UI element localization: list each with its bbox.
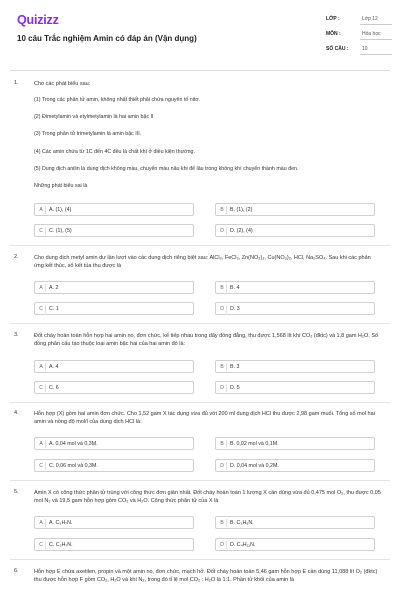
meta-label: MÔN : — [326, 31, 341, 37]
meta-count — [326, 46, 392, 58]
option-letter: D — [218, 541, 227, 549]
option-letter: C — [37, 305, 46, 313]
option-d[interactable] — [215, 381, 375, 394]
option-letter: D — [218, 384, 227, 392]
page-title: 10 câu Trắc nghiệm Amin có đáp án (Vận dụng) — [17, 34, 197, 43]
option-d[interactable] — [215, 224, 375, 237]
option-text: D. C₄H₁₁N. — [230, 542, 256, 548]
meta-value: 10 — [362, 46, 368, 52]
option-b[interactable] — [215, 360, 375, 373]
question-text: Cho các phát biểu sau: — [34, 81, 91, 87]
meta-grade — [326, 16, 392, 28]
header-divider — [10, 70, 390, 71]
option-letter: A — [37, 206, 46, 214]
question-number: 1. — [14, 80, 19, 86]
question-number: 5. — [14, 489, 19, 495]
quizizz-logo[interactable]: Quizizz — [17, 13, 59, 27]
option-letter: A — [37, 519, 46, 527]
option-a[interactable] — [34, 281, 194, 294]
option-letter: C — [37, 227, 46, 235]
option-a[interactable] — [34, 203, 194, 216]
option-b[interactable] — [215, 281, 375, 294]
option-c[interactable] — [34, 224, 194, 237]
meta-underline — [360, 54, 392, 55]
option-letter: A — [37, 284, 46, 292]
option-b[interactable] — [215, 437, 375, 450]
option-text: A. 4 — [49, 364, 59, 370]
option-text: B. 4 — [230, 285, 240, 291]
meta-value: Lớp 12 — [362, 16, 378, 22]
option-d[interactable] — [215, 302, 375, 315]
question-number: 2. — [14, 254, 19, 260]
option-c[interactable] — [34, 538, 194, 551]
question-divider — [10, 402, 390, 403]
question-text: Amin X có công thức phân tử trùng với công thức đơn giản nhất. Đốt cháy hoàn toàn 1 lượng X cần dùng vừa đủ 0,475 mol O₂, thu được 0,05 mol N₂ và 19,5 gam hỗn hợp gồm CO₂ và H₂O. Công thức phân tử của X là — [34, 490, 381, 504]
statement: Những phát biểu sai là — [34, 183, 88, 189]
option-letter: B — [218, 284, 227, 292]
option-letter: B — [218, 519, 227, 527]
option-text: D. 3 — [230, 306, 240, 312]
option-letter: D — [218, 305, 227, 313]
option-text: D. (2), (4) — [230, 228, 253, 234]
statement: (2) Đimetylamin và etylmetylamin là hai amin bậc II — [34, 114, 154, 120]
option-c[interactable] — [34, 381, 194, 394]
statement: (5) Dung dịch anilin là dung dịch không màu, chuyển màu nâu khi để lâu trong không khí chuyển thành màu đen. — [34, 166, 299, 172]
option-a[interactable] — [34, 516, 194, 529]
option-a[interactable] — [34, 360, 194, 373]
question-divider — [10, 245, 390, 246]
option-letter: D — [218, 227, 227, 235]
option-text: B. 3 — [230, 364, 240, 370]
option-a[interactable] — [34, 437, 194, 450]
option-letter: B — [218, 206, 227, 214]
option-d[interactable] — [215, 459, 375, 472]
option-text: D. 0,04 mol và 0,2M. — [230, 463, 279, 469]
option-text: A. (1), (4) — [49, 207, 72, 213]
meta-value: Hóa học — [362, 31, 381, 37]
option-d[interactable] — [215, 538, 375, 551]
question-text: Hỗn hợp (X) gồm hai amin đơn chức. Cho 1,52 gam X tác dụng vừa đủ với 200 ml dung dịch HCl thu được 2,98 gam muối. Tổng số mol hai amin và nồng độ mol/l của dung dịch HCl là: — [34, 411, 375, 425]
option-c[interactable] — [34, 459, 194, 472]
option-text: A. 0,04 mol và 0,3M. — [49, 441, 98, 447]
question-number: 6. — [14, 568, 19, 574]
question-text: Cho dung dịch metyl amin dư lần lượt vào các dung dịch riêng biệt sau: AlCl₃, FeCl₃, Zn(NO₃)₂, Cu(NO₃)₂, HCl, Na₂SO₄. Sau khi các phản ứng kết thúc, số kết tủa thu được là — [34, 255, 371, 269]
option-letter: B — [218, 363, 227, 371]
option-text: C. 6 — [49, 385, 59, 391]
meta-label: LỚP : — [326, 16, 340, 22]
meta-label: SỐ CÂU : — [326, 46, 349, 52]
meta-underline — [360, 24, 392, 25]
option-letter: C — [37, 541, 46, 549]
question-text: Đốt cháy hoàn toàn hỗn hợp hai amin no, đơn chức, kế tiếp nhau trong dãy đồng đẳng, thu được 1,568 lít khí CO₂ (đktc) và 1,8 gam H₂O. Số đồng phân cấu tạo thuộc loại amin bậc hai của hai amin đó là: — [34, 333, 379, 347]
option-b[interactable] — [215, 516, 375, 529]
option-text: B. (1), (2) — [230, 207, 253, 213]
option-letter: C — [37, 384, 46, 392]
option-b[interactable] — [215, 203, 375, 216]
option-letter: A — [37, 363, 46, 371]
option-text: C. 0,06 mol và 0,3M. — [49, 463, 98, 469]
question-divider — [10, 480, 390, 481]
option-letter: C — [37, 462, 46, 470]
option-text: A. 2 — [49, 285, 59, 291]
statement: (4) Các amin chứa từ 1C đến 4C đều là chất khí ở điều kiện thường. — [34, 149, 195, 155]
question-text: Hỗn hợp E chứa axetilen, propin và một amin no, đơn chức, mạch hở. Đốt cháy hoàn toàn 5,46 gam hỗn hợp E cần dùng 11,088 lít O₂ (đktc) thu được hỗn hợp F gồm CO₂, H₂O và khí N₂, trong đó tỉ lệ mol CO₂ : H₂O là 1:1. Phần tử khối của amin là — [34, 569, 378, 583]
meta-underline — [360, 39, 392, 40]
question-number: 4. — [14, 410, 19, 416]
statement: (3) Trong phân tử trimetylamin là amin bậc III. — [34, 131, 142, 137]
option-text: A. C₃H₇N. — [49, 520, 73, 526]
option-text: B. 0,02 mol và 0,1M. — [230, 441, 279, 447]
option-text: C. 1 — [49, 306, 59, 312]
statement: (1) Trong các phân tử amin, không nhất thiết phải chứa nguyên tố nitơ. — [34, 97, 201, 103]
question-number: 3. — [14, 332, 19, 338]
question-divider — [10, 559, 390, 560]
option-text: C. C₂H₇N. — [49, 542, 73, 548]
option-letter: A — [37, 440, 46, 448]
option-letter: B — [218, 440, 227, 448]
option-text: C. (1), (5) — [49, 228, 72, 234]
meta-subject — [326, 31, 392, 43]
question-divider — [10, 323, 390, 324]
option-c[interactable] — [34, 302, 194, 315]
option-text: B. C₃H₉N. — [230, 520, 254, 526]
option-letter: D — [218, 462, 227, 470]
option-text: D. 5 — [230, 385, 240, 391]
page-header — [0, 0, 400, 70]
